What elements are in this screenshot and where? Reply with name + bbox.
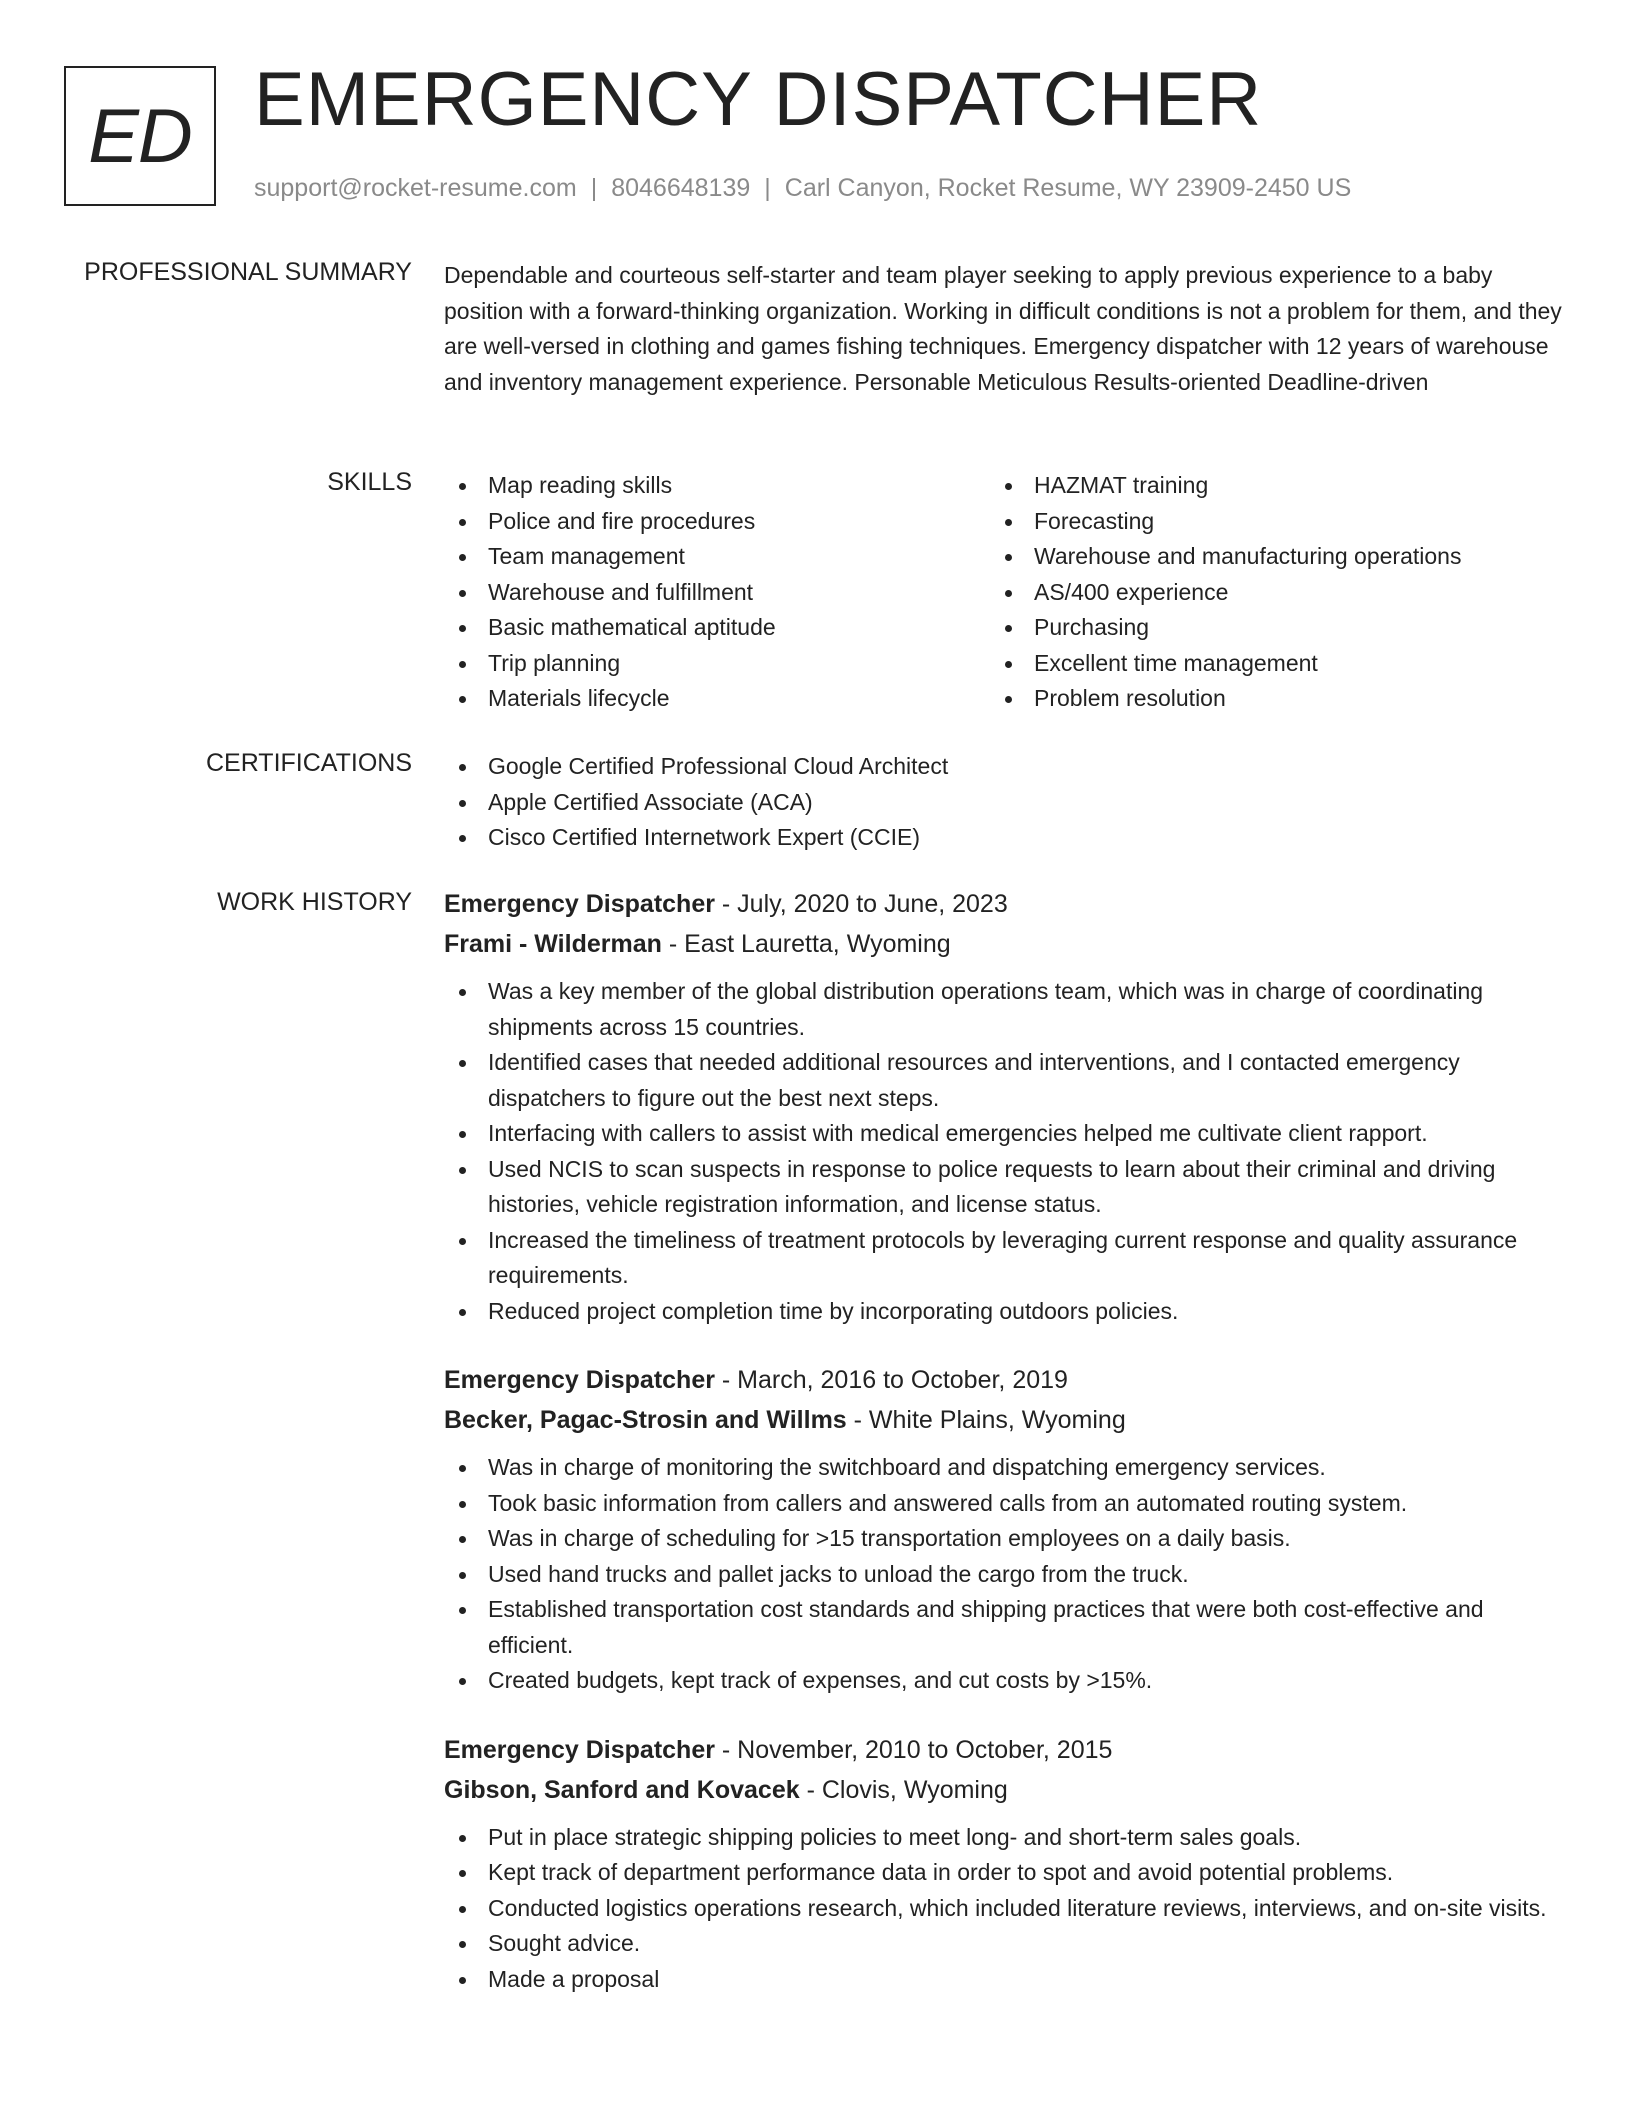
- job-bullet: Was in charge of monitoring the switchboard and dispatching emergency services.: [444, 1450, 1564, 1486]
- job-title-line: [444, 884, 1564, 924]
- job-dates: - November, 2010 to October, 2015: [714, 1735, 1113, 1764]
- skill-item: Team management: [444, 539, 990, 575]
- skill-item: HAZMAT training: [990, 468, 1536, 504]
- company-name: Frami - Wilderman: [444, 930, 662, 958]
- skill-item: Warehouse and manufacturing operations: [990, 539, 1536, 575]
- job-bullet: Used NCIS to scan suspects in response to police requests to learn about their criminal and driving histories, vehicle registration information, and license status.: [444, 1152, 1564, 1223]
- job-bullet: Took basic information from callers and answered calls from an automated routing system.: [444, 1486, 1564, 1522]
- skill-item: Problem resolution: [990, 681, 1536, 717]
- job-bullet: Created budgets, kept track of expenses, and cut costs by >15%.: [444, 1663, 1564, 1699]
- job-bullets: [444, 1450, 1564, 1699]
- job-bullets: [444, 1820, 1564, 1998]
- job-bullet: Was a key member of the global distribution operations team, which was in charge of coordinating shipments across 15 countries.: [444, 974, 1564, 1045]
- job-bullet: Used hand trucks and pallet jacks to unload the cargo from the truck.: [444, 1557, 1564, 1593]
- skill-item: Materials lifecycle: [444, 681, 990, 717]
- certification-item: Cisco Certified Internetwork Expert (CCIE): [444, 820, 1564, 856]
- job-entry: [444, 884, 1564, 1329]
- work-history-body: [444, 884, 1564, 2028]
- initials: ED: [88, 93, 192, 179]
- job-bullet: Put in place strategic shipping policies to meet long- and short-term sales goals.: [444, 1820, 1564, 1856]
- summary-label: PROFESSIONAL SUMMARY: [84, 258, 412, 286]
- skill-item: Purchasing: [990, 610, 1536, 646]
- skill-item: Police and fire procedures: [444, 504, 990, 540]
- company-name: Becker, Pagac-Strosin and Willms: [444, 1406, 847, 1434]
- skill-item: Map reading skills: [444, 468, 990, 504]
- job-bullet: Established transportation cost standards and shipping practices that were both cost-effective and efficient.: [444, 1592, 1564, 1663]
- summary-text: Dependable and courteous self-starter and team player seeking to apply previous experience to a baby position with a forward-thinking organization. Working in difficult conditions is not a problem for them, and they are well-versed in clothing and games fishing techniques. Emergency dispatcher with 12 years of warehouse and inventory management experience. Personable Meticulous Results-oriented Deadline-driven: [444, 262, 1562, 395]
- email-link[interactable]: support@rocket-resume.com: [254, 174, 577, 202]
- job-bullet: Identified cases that needed additional resources and interventions, and I contacted emergency dispatchers to figure out the best next steps.: [444, 1045, 1564, 1116]
- contact-separator: |: [590, 174, 598, 202]
- certifications-list: [444, 749, 1564, 856]
- certification-item: Google Certified Professional Cloud Architect: [444, 749, 1564, 785]
- job-bullet: Was in charge of scheduling for >15 transportation employees on a daily basis.: [444, 1521, 1564, 1557]
- skill-item: AS/400 experience: [990, 575, 1536, 611]
- skill-item: Warehouse and fulfillment: [444, 575, 990, 611]
- job-company-line: [444, 1770, 1564, 1810]
- certification-item: Apple Certified Associate (ACA): [444, 785, 1564, 821]
- job-dates: - March, 2016 to October, 2019: [714, 1366, 1068, 1394]
- job-bullet: Reduced project completion time by incorporating outdoors policies.: [444, 1294, 1564, 1330]
- skill-item: Forecasting: [990, 504, 1536, 540]
- skills-list-right: [990, 468, 1536, 717]
- contact-separator: |: [764, 174, 771, 202]
- certifications-body: [444, 749, 1564, 856]
- skills-body: [444, 468, 1564, 717]
- job-bullet: Increased the timeliness of treatment protocols by leveraging current response and quality assurance requirements.: [444, 1223, 1564, 1294]
- job-bullet: Interfacing with callers to assist with medical emergencies helped me cultivate client rapport.: [444, 1116, 1564, 1152]
- job-bullet: Conducted logistics operations research, which included literature reviews, interviews, and on-site visits.: [444, 1891, 1564, 1927]
- job-location: - White Plains, Wyoming: [846, 1406, 1126, 1434]
- job-company-line: [444, 1400, 1564, 1440]
- work-history-label: WORK HISTORY: [217, 888, 412, 916]
- job-title-line: [444, 1730, 1564, 1770]
- job-company-line: [444, 924, 1564, 964]
- job-title-line: [444, 1360, 1564, 1400]
- candidate-name: EMERGENCY DISPATCHER: [254, 57, 1263, 142]
- address: Carl Canyon, Rocket Resume, WY 23909-2450 US: [784, 174, 1352, 202]
- skills-label: SKILLS: [327, 468, 412, 496]
- skill-item: Basic mathematical aptitude: [444, 610, 990, 646]
- contact-line: [254, 174, 1351, 203]
- job-bullet: Made a proposal: [444, 1962, 1564, 1998]
- job-title: Emergency Dispatcher: [444, 1735, 715, 1764]
- skills-list-left: [444, 468, 990, 717]
- job-entry: [444, 1730, 1564, 1998]
- job-entry: [444, 1360, 1564, 1699]
- job-dates: - July, 2020 to June, 2023: [714, 890, 1008, 918]
- job-location: - East Lauretta, Wyoming: [661, 930, 951, 958]
- summary-body: [444, 258, 1564, 400]
- job-location: - Clovis, Wyoming: [799, 1775, 1008, 1804]
- monogram-logo: [64, 66, 216, 206]
- job-bullets: [444, 974, 1564, 1329]
- phone-number[interactable]: 8046648139: [611, 174, 751, 202]
- skill-item: Excellent time management: [990, 646, 1536, 682]
- skill-item: Trip planning: [444, 646, 990, 682]
- job-bullet: Kept track of department performance data in order to spot and avoid potential problems.: [444, 1855, 1564, 1891]
- job-bullet: Sought advice.: [444, 1926, 1564, 1962]
- job-title: Emergency Dispatcher: [444, 1366, 715, 1394]
- certifications-label: CERTIFICATIONS: [205, 749, 412, 777]
- job-title: Emergency Dispatcher: [444, 890, 715, 918]
- company-name: Gibson, Sanford and Kovacek: [444, 1775, 800, 1804]
